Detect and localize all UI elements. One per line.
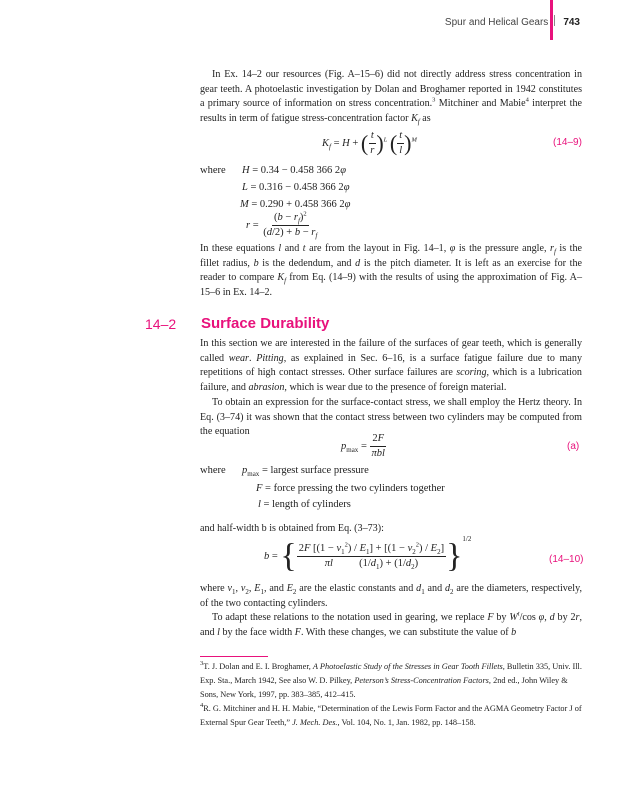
page-number: 743 <box>563 17 580 28</box>
footnote-3: $^3$T. J. Dolan and E. I. Broghamer, A Photoelastic Study of the Stresses in Gear Tooth Fillets, Bulletin 335, Univ. Ill. Exp. Sta., March 1942, See also W. D. Pilkey, Peterson’s Stress-Concentration Factors, 2nd ed., John Wiley & Sons, New York, 1997, pp. 383–385, 412–415. <box>200 660 582 700</box>
footnote-4: $^4$R. G. Mitchiner and H. H. Mabie, “Determination of the Lewis Form Factor and the AGMA Geometry Factor J of External Spur Gear Teeth,” J. Mech. Des., Vol. 104, No. 1, Jan. 1982, pp. 148–158. <box>200 702 582 728</box>
equation-a-label: (a) <box>567 441 580 452</box>
r-definition: r = $\frac{(b - r_f)^2}{(d/2) + b - r_f}$ <box>246 210 318 241</box>
f-definition: F = force pressing the two cylinders together <box>256 483 445 494</box>
h-definition: H = 0.34 − 0.458 366 2φ <box>242 165 346 176</box>
header-separator <box>554 15 555 26</box>
section-paragraph-2: To obtain an expression for the surface-contact stress, we shall employ the Hertz theory. In Eq. (3–74) it was shown that the contact stress between two cylinders may be computed from the equation <box>200 397 582 438</box>
m-definition: M = 0.290 + 0.458 366 2φ <box>240 199 351 210</box>
pmax-definition: $p_{max}$ = largest surface pressure <box>242 465 369 479</box>
section-paragraph-1: In this section we are interested in the failure of the surfaces of gear teeth, which is generally called wear. Pitting, as explained in Sec. 6–16, is a surface fatigue failure due to many repetitions of high contact stresses. Other surface failures are scoring, which is a lubrication failure, and abrasion, which is wear due to the presence of foreign material. <box>200 338 583 394</box>
section-number: 14–2 <box>145 316 177 332</box>
intro-paragraph-2: In these equations l and t are from the layout in Fig. 14–1, φ is the pressure angle, $r_f$ is the fillet radius, b is the dedendum, and d is the pitch diameter. It is left as an exercise for the reader to compare $K_f$ from Eq. (14–9) with the results of using the approximation of Fig. A–15–6 in Ex. 14–2. <box>200 243 583 299</box>
equation-14-10: b = { $\frac{2F [(1 - \nu_1^2) / E_1] + [(1 - \nu_2^2) / E_2]}{\pi l (1/d_1) + (1/d_2)}$ }$^{1/2}$ <box>264 535 472 575</box>
where-label-1: where <box>200 165 226 176</box>
section-paragraph-4: where $\nu_1$, $\nu_2$, $E_1$, and $E_2$ are the elastic constants and $d_1$ and $d_2$ are the diameters, respectively, of the two contacting cylinders. <box>200 583 583 609</box>
section-paragraph-3: and half-width b is obtained from Eq. (3–73): <box>200 523 384 534</box>
intro-paragraph-1: In Ex. 14–2 our resources (Fig. A–15–6) did not directly address stress concentration in gear teeth. A photoelastic investigation by Dolan and Broghamer reported in 1942 constitutes a primary source of information on stress concentration.$^3$ Mitchiner and Mabie$^4$ interpret the results in term of fatigue stress-concentration factor $K_f$ as <box>200 69 582 127</box>
equation-14-9: $K_f = H$ + ( $\frac{t}{r}$ )$^L$ ( $\frac{t}{l}$ )$^M$ <box>322 130 417 156</box>
equation-14-10-label: (14–10) <box>549 554 584 565</box>
section-title: Surface Durability <box>201 315 330 332</box>
running-header <box>445 15 580 28</box>
equation-14-9-label: (14–9) <box>553 137 582 148</box>
equation-a: $p_{max}$ = $\frac{2F}{\text{πbl}}$ <box>341 433 385 459</box>
where-label-2: where <box>200 465 226 476</box>
running-title: Spur and Helical Gears <box>444 17 549 28</box>
section-paragraph-5: To adapt these relations to the notation used in gearing, we replace F by $W^t/\cos$ φ, d by 2r, and l by the face width F. With these changes, we can substitute the value of b <box>200 610 582 638</box>
footnote-rule <box>200 656 268 657</box>
l-definition: L = 0.316 − 0.458 366 2φ <box>242 182 350 193</box>
cylinder-length-definition: l = length of cylinders <box>258 499 351 510</box>
